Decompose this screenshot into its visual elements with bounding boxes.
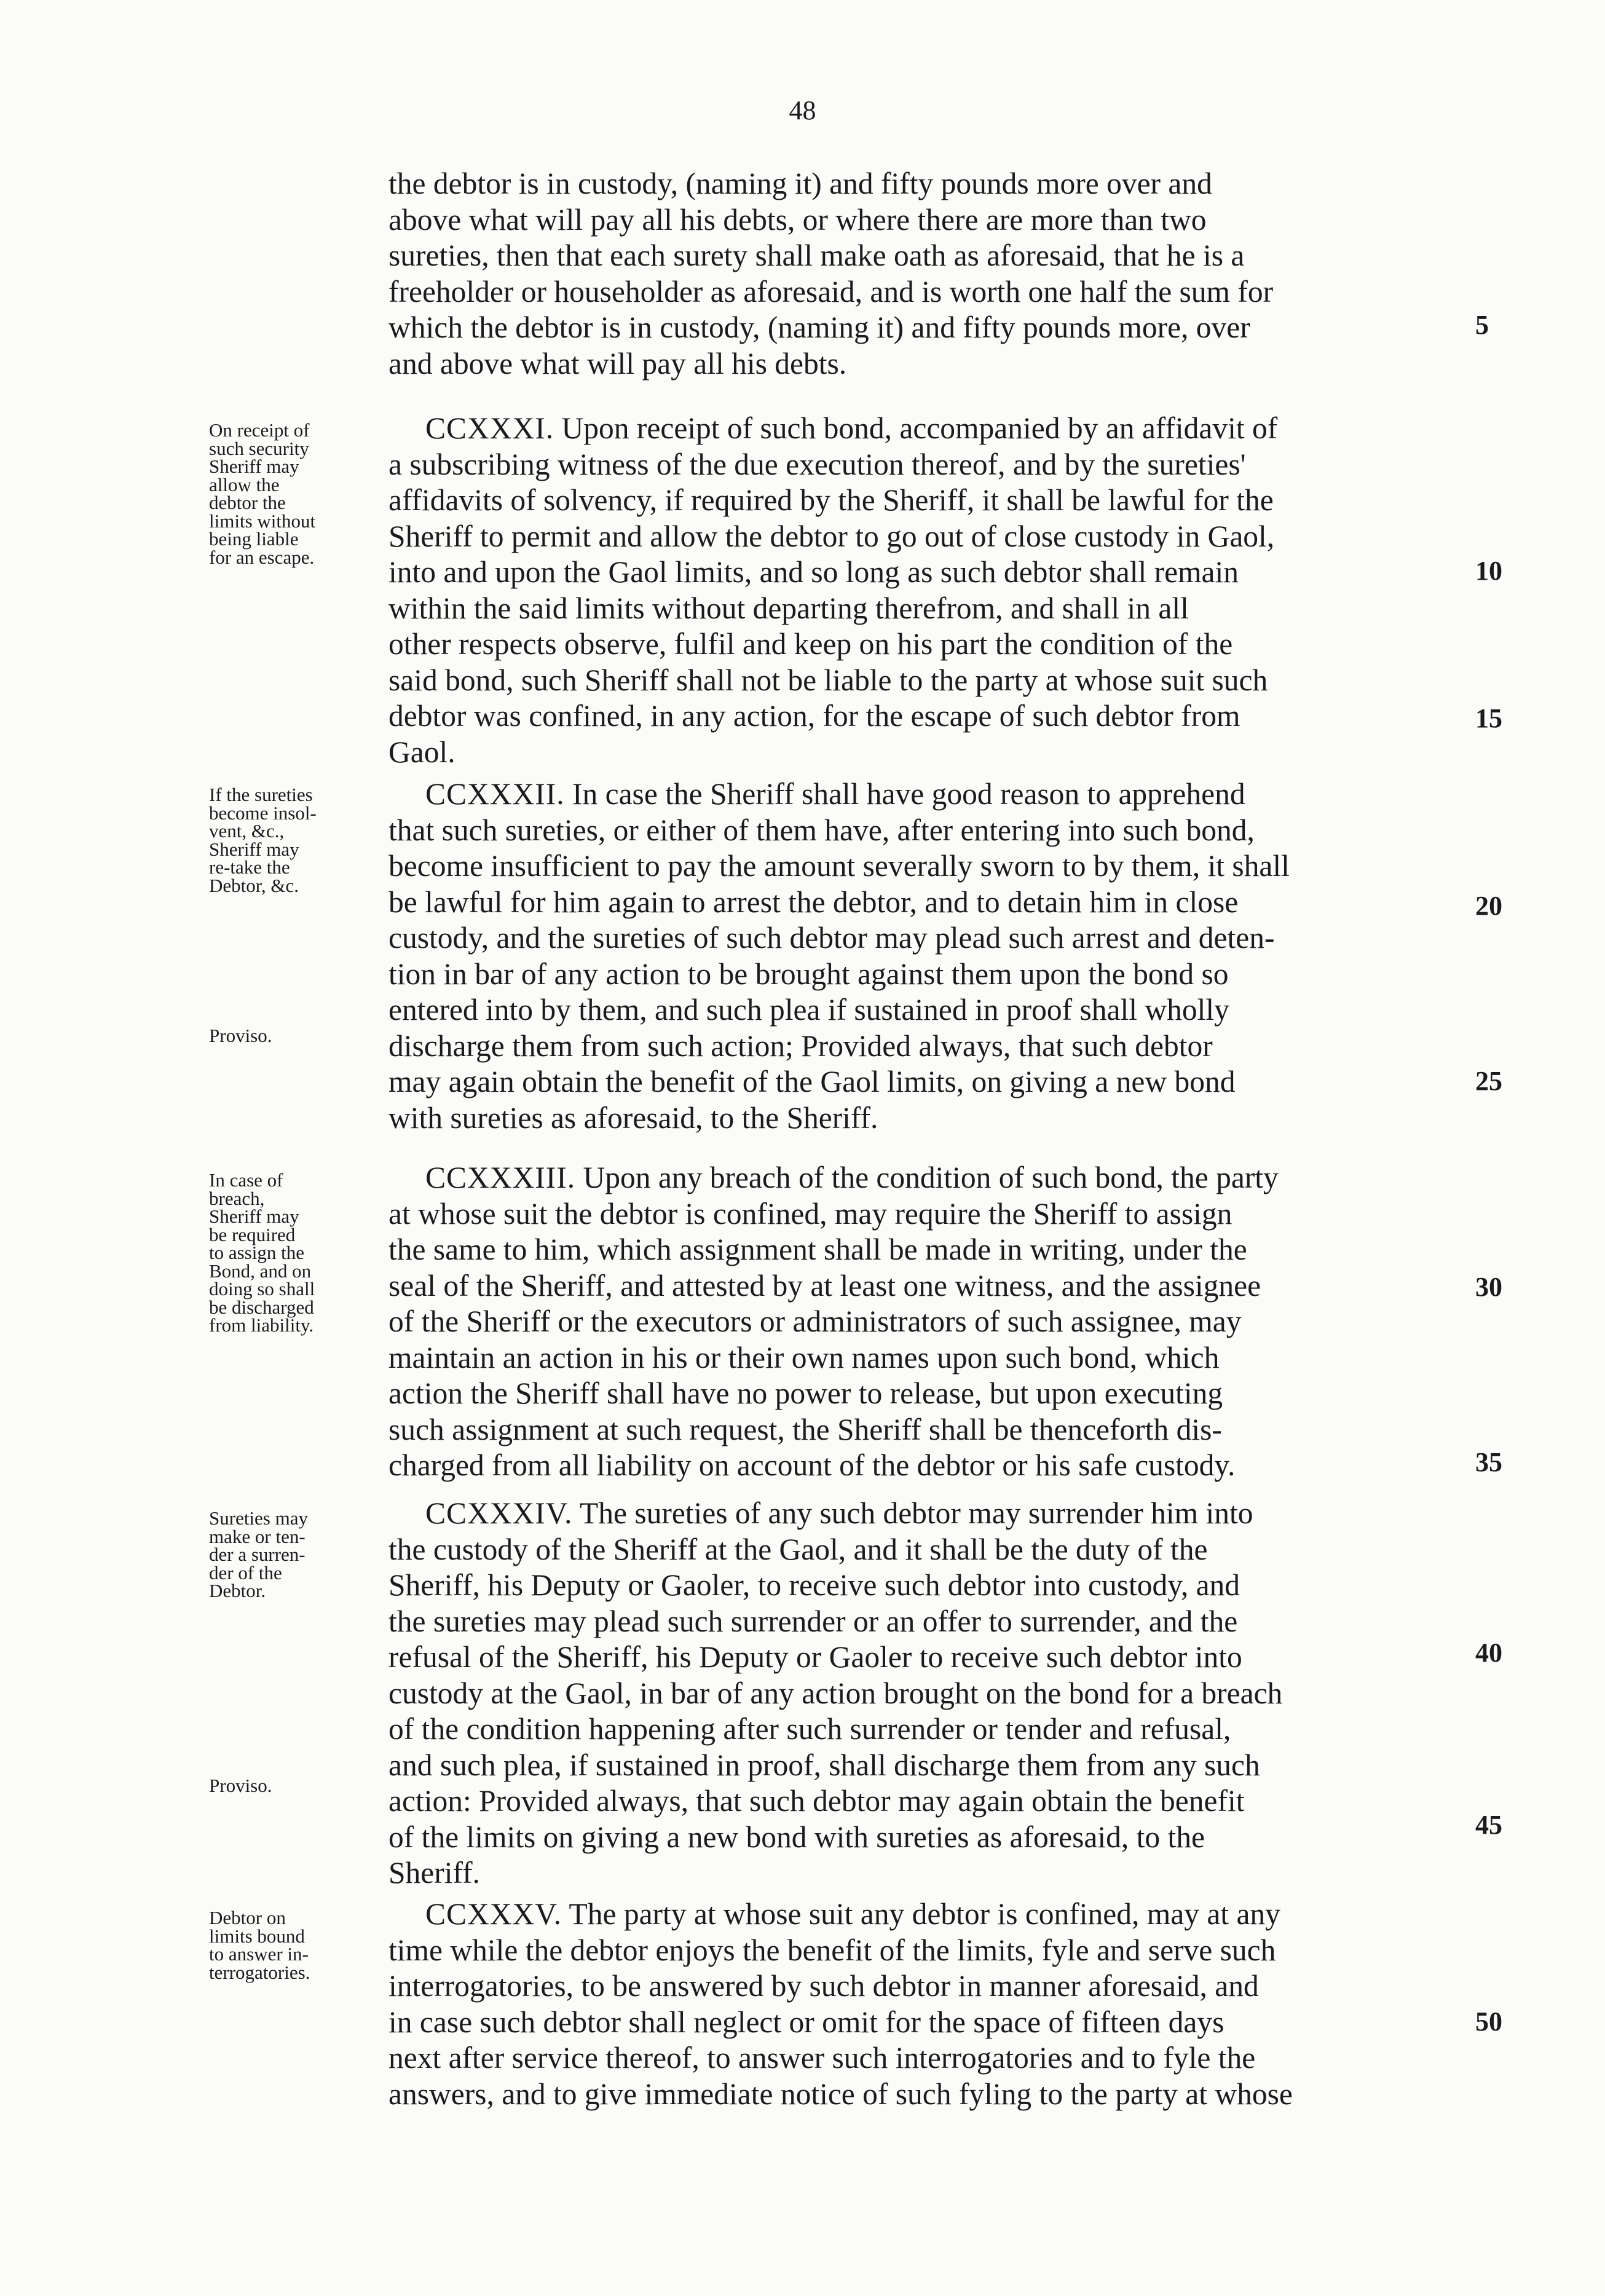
line-number: 30 xyxy=(1475,1272,1502,1302)
text-line: above what will pay all his debts, or where there are more than two xyxy=(388,202,1207,237)
marginal-line: from liability. xyxy=(209,1314,314,1336)
marginal-line: doing so shall xyxy=(209,1278,315,1300)
text-line: next after service thereof, to answer such interrogatories and to fyle the xyxy=(388,2041,1256,2075)
line-number: 25 xyxy=(1475,1066,1502,1096)
text-line: discharge them from such action; Provided always, that such debtor xyxy=(388,1028,1213,1063)
text-line: debtor was confined, in any action, for the escape of such debtor from xyxy=(388,699,1240,733)
text-line: a subscribing witness of the due execution thereof, and by the sureties' xyxy=(388,447,1246,481)
section-first-line xyxy=(388,1496,1464,1532)
section-ccxxxiii xyxy=(388,1160,1464,1484)
text-line: seal of the Sheriff, and attested by at least one witness, and the assignee xyxy=(388,1268,1261,1303)
marginal-line: der of the xyxy=(209,1561,282,1584)
section-number: CCXXXIV. xyxy=(425,1496,573,1530)
text-line: of the condition happening after such surrender or tender and refusal, xyxy=(388,1712,1231,1746)
marginal-line: If the sureties xyxy=(209,784,313,805)
marginal-line: to assign the xyxy=(209,1242,304,1263)
marginal-line: In case of xyxy=(209,1169,283,1191)
marginal-line: be discharged xyxy=(209,1296,314,1318)
marginal-line: Debtor, &c. xyxy=(209,874,299,896)
line-number: 15 xyxy=(1475,703,1502,733)
page-number: 48 xyxy=(789,95,816,125)
line-number: 35 xyxy=(1475,1447,1502,1477)
continuation-paragraph xyxy=(388,166,1464,382)
text-line: interrogatories, to be answered by such debtor in manner aforesaid, and xyxy=(388,1969,1259,2003)
marginal-note xyxy=(209,1171,384,1335)
text-line: the custody of the Sheriff at the Gaol, and it shall be the duty of the xyxy=(388,1532,1208,1566)
line-number: 40 xyxy=(1475,1638,1502,1668)
proviso-note: Proviso. xyxy=(209,1025,272,1046)
text-line: time while the debtor enjoys the benefit of the limits, fyle and serve such xyxy=(388,1933,1276,1967)
section-first-line xyxy=(388,411,1464,447)
text-line: tion in bar of any action to be brought against them upon the bond so xyxy=(388,957,1229,991)
marginal-line: become insol- xyxy=(209,802,317,824)
text-line: may again obtain the benefit of the Gaol limits, on giving a new bond xyxy=(388,1065,1236,1099)
proviso-note: Proviso. xyxy=(209,1775,272,1796)
text-line: of the Sheriff or the executors or administrators of such assignee, may xyxy=(388,1304,1242,1338)
text-line: become insufficient to pay the amount severally sworn to by them, it shall xyxy=(388,849,1290,883)
marginal-note xyxy=(209,1509,384,1600)
text-line: with sureties as aforesaid, to the Sheriff. xyxy=(388,1100,878,1135)
section-first-line xyxy=(388,1160,1464,1196)
section-first-line xyxy=(388,776,1464,813)
text-line: Sheriff, his Deputy or Gaoler, to receive such debtor into custody, and xyxy=(388,1568,1240,1602)
marginal-line: being liable xyxy=(209,528,299,550)
text-line: other respects observe, fulfil and keep on his part the condition of the xyxy=(388,627,1233,661)
text-line: and such plea, if sustained in proof, shall discharge them from any such xyxy=(388,1748,1260,1782)
marginal-line: On receipt of xyxy=(209,419,310,441)
marginal-line: Sheriff may xyxy=(209,838,299,860)
marginal-line: terrogatories. xyxy=(209,1961,310,1983)
text-line: maintain an action in his or their own names upon such bond, which xyxy=(388,1340,1220,1375)
text-line: which the debtor is in custody, (naming it) and fifty pounds more, over xyxy=(388,310,1250,344)
text-line: custody, and the sureties of such debtor may plead such arrest and deten- xyxy=(388,921,1275,955)
text-line: charged from all liability on account of the debtor or his safe custody. xyxy=(388,1448,1236,1482)
text-line: entered into by them, and such plea if sustained in proof shall wholly xyxy=(388,993,1229,1027)
text-line: Sheriff. xyxy=(388,1856,480,1890)
text-line: Sheriff to permit and allow the debtor to go out of close custody in Gaol, xyxy=(388,519,1275,553)
marginal-line: Sheriff may xyxy=(209,456,299,477)
text-line: Upon any breach of the condition of such bond, the party xyxy=(583,1161,1279,1194)
marginal-line: limits bound xyxy=(209,1925,305,1947)
line-number: 50 xyxy=(1475,2006,1502,2037)
marginal-line: such security xyxy=(209,437,309,459)
marginal-note xyxy=(209,421,384,566)
marginal-note xyxy=(209,1909,384,1981)
marginal-line: debtor the xyxy=(209,492,286,513)
text-line: said bond, such Sheriff shall not be liable to the party at whose suit such xyxy=(388,663,1268,697)
marginal-line: re-take the xyxy=(209,856,290,878)
marginal-line: Debtor. xyxy=(209,1580,266,1601)
line-number: 45 xyxy=(1475,1810,1502,1840)
text-line: Upon receipt of such bond, accompanied by an affidavit of xyxy=(561,411,1278,445)
text-line: the sureties may plead such surrender or an offer to surrender, and the xyxy=(388,1604,1238,1638)
text-line: affidavits of solvency, if required by the Sheriff, it shall be lawful for the xyxy=(388,483,1274,517)
text-line: The sureties of any such debtor may surrender him into xyxy=(579,1496,1253,1530)
section-first-line xyxy=(388,1896,1464,1933)
section-number: CCXXXV. xyxy=(425,1897,562,1931)
marginal-line: Sureties may xyxy=(209,1507,308,1529)
text-line: In case the Sheriff shall have good reason to apprehend xyxy=(572,777,1245,811)
text-line: in case such debtor shall neglect or omit for the space of fifteen days xyxy=(388,2005,1224,2039)
section-ccxxxv xyxy=(388,1896,1464,2112)
text-line: at whose suit the debtor is confined, may require the Sheriff to assign xyxy=(388,1196,1232,1231)
marginal-line: Bond, and on xyxy=(209,1260,312,1282)
text-line: such assignment at such request, the Sheriff shall be thenceforth dis- xyxy=(388,1412,1222,1446)
section-ccxxxi xyxy=(388,411,1464,770)
text-line: action the Sheriff shall have no power to release, but upon executing xyxy=(388,1376,1223,1410)
text-line: the same to him, which assignment shall be made in writing, under the xyxy=(388,1233,1247,1266)
marginal-line: Debtor on xyxy=(209,1907,286,1928)
line-number: 5 xyxy=(1475,310,1489,340)
marginal-line: breach, xyxy=(209,1187,265,1209)
text-line: and above what will pay all his debts. xyxy=(388,346,847,381)
marginal-note xyxy=(209,786,384,894)
marginal-line: der a surren- xyxy=(209,1544,306,1565)
section-ccxxxiv xyxy=(388,1496,1464,1892)
text-line: The party at whose suit any debtor is confined, may at any xyxy=(569,1897,1280,1931)
text-line: action: Provided always, that such debtor may again obtain the benefit xyxy=(388,1784,1245,1818)
marginal-line: for an escape. xyxy=(209,546,315,568)
line-number: 10 xyxy=(1475,556,1502,586)
section-number: CCXXXI. xyxy=(425,411,554,445)
text-line: answers, and to give immediate notice of such fyling to the party at whose xyxy=(388,2077,1293,2111)
section-number: CCXXXII. xyxy=(425,777,565,811)
marginal-line: to answer in- xyxy=(209,1943,309,1965)
text-line: the debtor is in custody, (naming it) and fifty pounds more over and xyxy=(388,167,1212,200)
text-line: refusal of the Sheriff, his Deputy or Gaoler to receive such debtor into xyxy=(388,1640,1242,1674)
marginal-line: allow the xyxy=(209,473,280,495)
marginal-line: be required xyxy=(209,1223,296,1245)
marginal-line: Sheriff may xyxy=(209,1205,299,1227)
text-line: be lawful for him again to arrest the debtor, and to detain him in close xyxy=(388,885,1239,919)
text-line: sureties, then that each surety shall make oath as aforesaid, that he is a xyxy=(388,239,1245,272)
section-number: CCXXXIII. xyxy=(425,1161,576,1194)
text-line: within the said limits without departing therefrom, and shall in all xyxy=(388,591,1189,625)
line-number: 20 xyxy=(1475,891,1502,921)
marginal-line: limits without xyxy=(209,510,316,532)
text-line: of the limits on giving a new bond with sureties as aforesaid, to the xyxy=(388,1820,1205,1854)
text-line: into and upon the Gaol limits, and so long as such debtor shall remain xyxy=(388,555,1239,589)
text-line: Gaol. xyxy=(388,735,455,769)
text-line: freeholder or householder as aforesaid, and is worth one half the sum for xyxy=(388,274,1274,309)
text-line: that such sureties, or either of them have, after entering into such bond, xyxy=(388,813,1255,847)
marginal-line: make or ten- xyxy=(209,1525,306,1547)
section-ccxxxii xyxy=(388,776,1464,1136)
text-line: custody at the Gaol, in bar of any action brought on the bond for a breach xyxy=(388,1676,1283,1710)
marginal-line: vent, &c., xyxy=(209,820,285,842)
